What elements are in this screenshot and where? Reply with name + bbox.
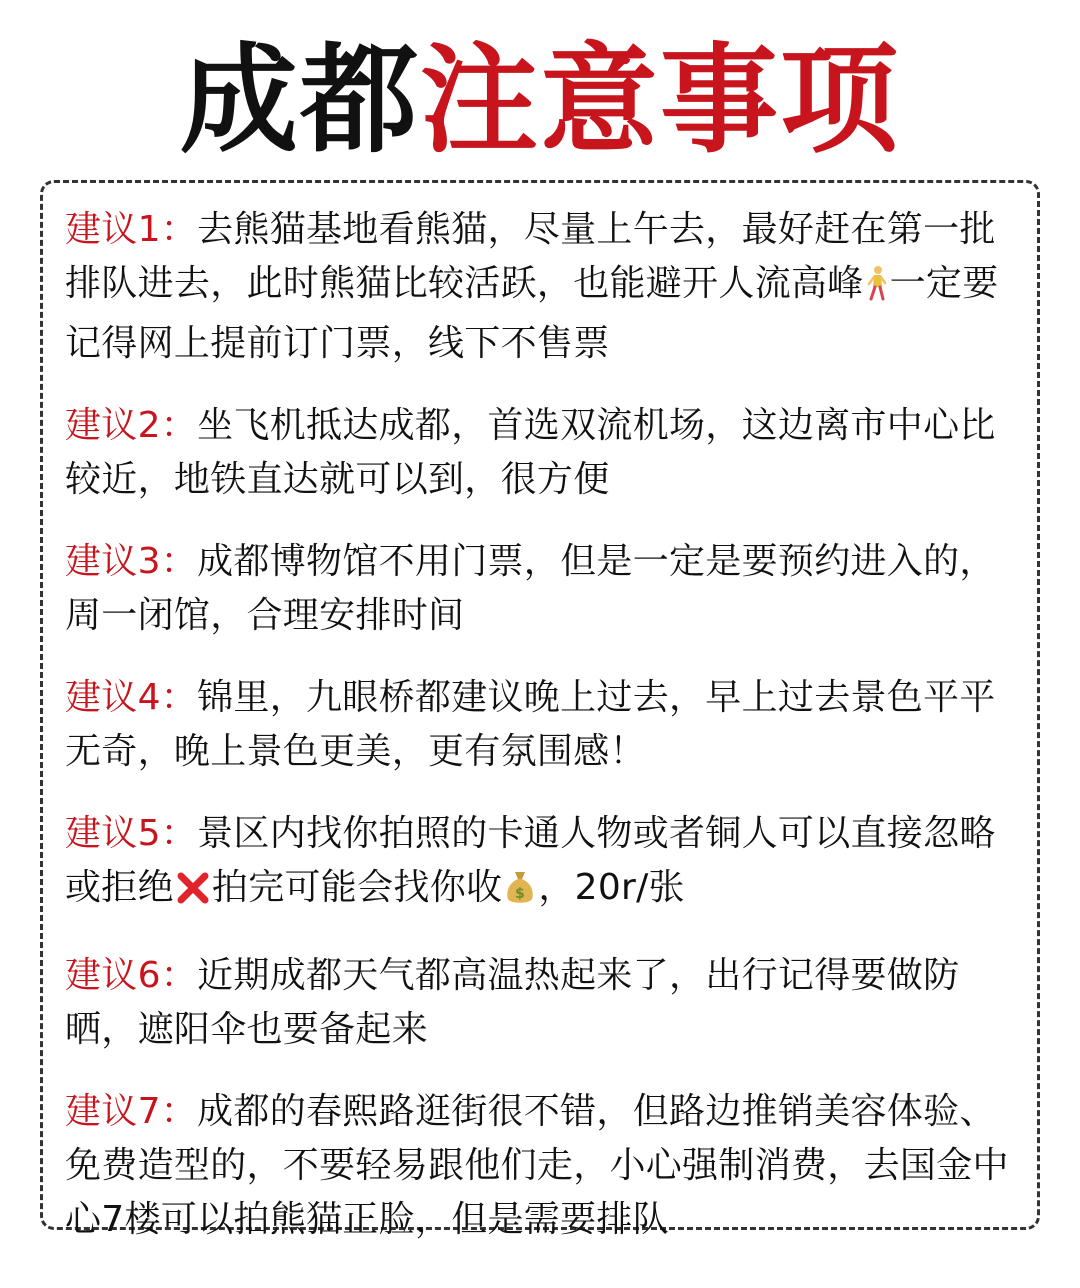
tip-text: 成都博物馆不用门票，但是一定是要预约进入的，周一闭馆，合理安排时间 [65, 541, 996, 636]
tip-text: 近期成都天气都高温热起来了，出行记得要做防晒，遮阳伞也要备起来 [65, 955, 960, 1050]
tip-5 [65, 807, 1015, 921]
tip-label: 建议1： [65, 209, 198, 250]
tip-text: 拍完可能会找你收 [211, 867, 503, 908]
tip-text: 一定要记得网上提前订门票，线下不售票 [65, 263, 999, 364]
tip-4 [65, 671, 1015, 779]
tip-label: 建议6： [65, 955, 198, 996]
tip-text: 去熊猫基地看熊猫，尽量上午去，最好赶在第一批排队进去，此时熊猫比较活跃，也能避开人流高峰 [65, 209, 996, 304]
tip-label: 建议3： [65, 541, 198, 582]
money-bag-icon [504, 867, 536, 921]
walking-woman-icon [866, 263, 888, 317]
page-title [0, 30, 1080, 170]
tip-2 [65, 399, 1015, 507]
tip-label: 建议7： [65, 1091, 198, 1132]
tip-label: 建议4： [65, 677, 198, 718]
tip-7 [65, 1085, 1015, 1247]
tip-3 [65, 535, 1015, 643]
tip-1 [65, 203, 1015, 371]
tip-label: 建议5： [65, 813, 198, 854]
tip-text: 坐飞机抵达成都，首选双流机场，这边离市中心比较近，地铁直达就可以到，很方便 [65, 405, 996, 500]
title-red-part: 注意事项 [420, 31, 901, 169]
tip-text: 锦里，九眼桥都建议晚上过去，早上过去景色平平无奇，晚上景色更美，更有氛围感！ [65, 677, 996, 772]
svg-text:$: $ [515, 886, 526, 902]
tips-box [40, 180, 1040, 1240]
red-cross-icon [176, 867, 210, 921]
tip-text: 景区内找你拍照的卡通人物或者铜人可以直接忽略或拒绝 [65, 813, 996, 908]
tip-text: 成都的春熙路逛街很不错，但路边推销美容体验、免费造型的，不要轻易跟他们走，小心强制消费，去国金中心7楼可以拍熊猫正脸，但是需要排队 [65, 1091, 1009, 1240]
title-black-part: 成都 [179, 31, 420, 169]
tip-label: 建议2： [65, 405, 198, 446]
tip-6 [65, 949, 1015, 1057]
tip-text: ，20r/张 [538, 867, 685, 908]
